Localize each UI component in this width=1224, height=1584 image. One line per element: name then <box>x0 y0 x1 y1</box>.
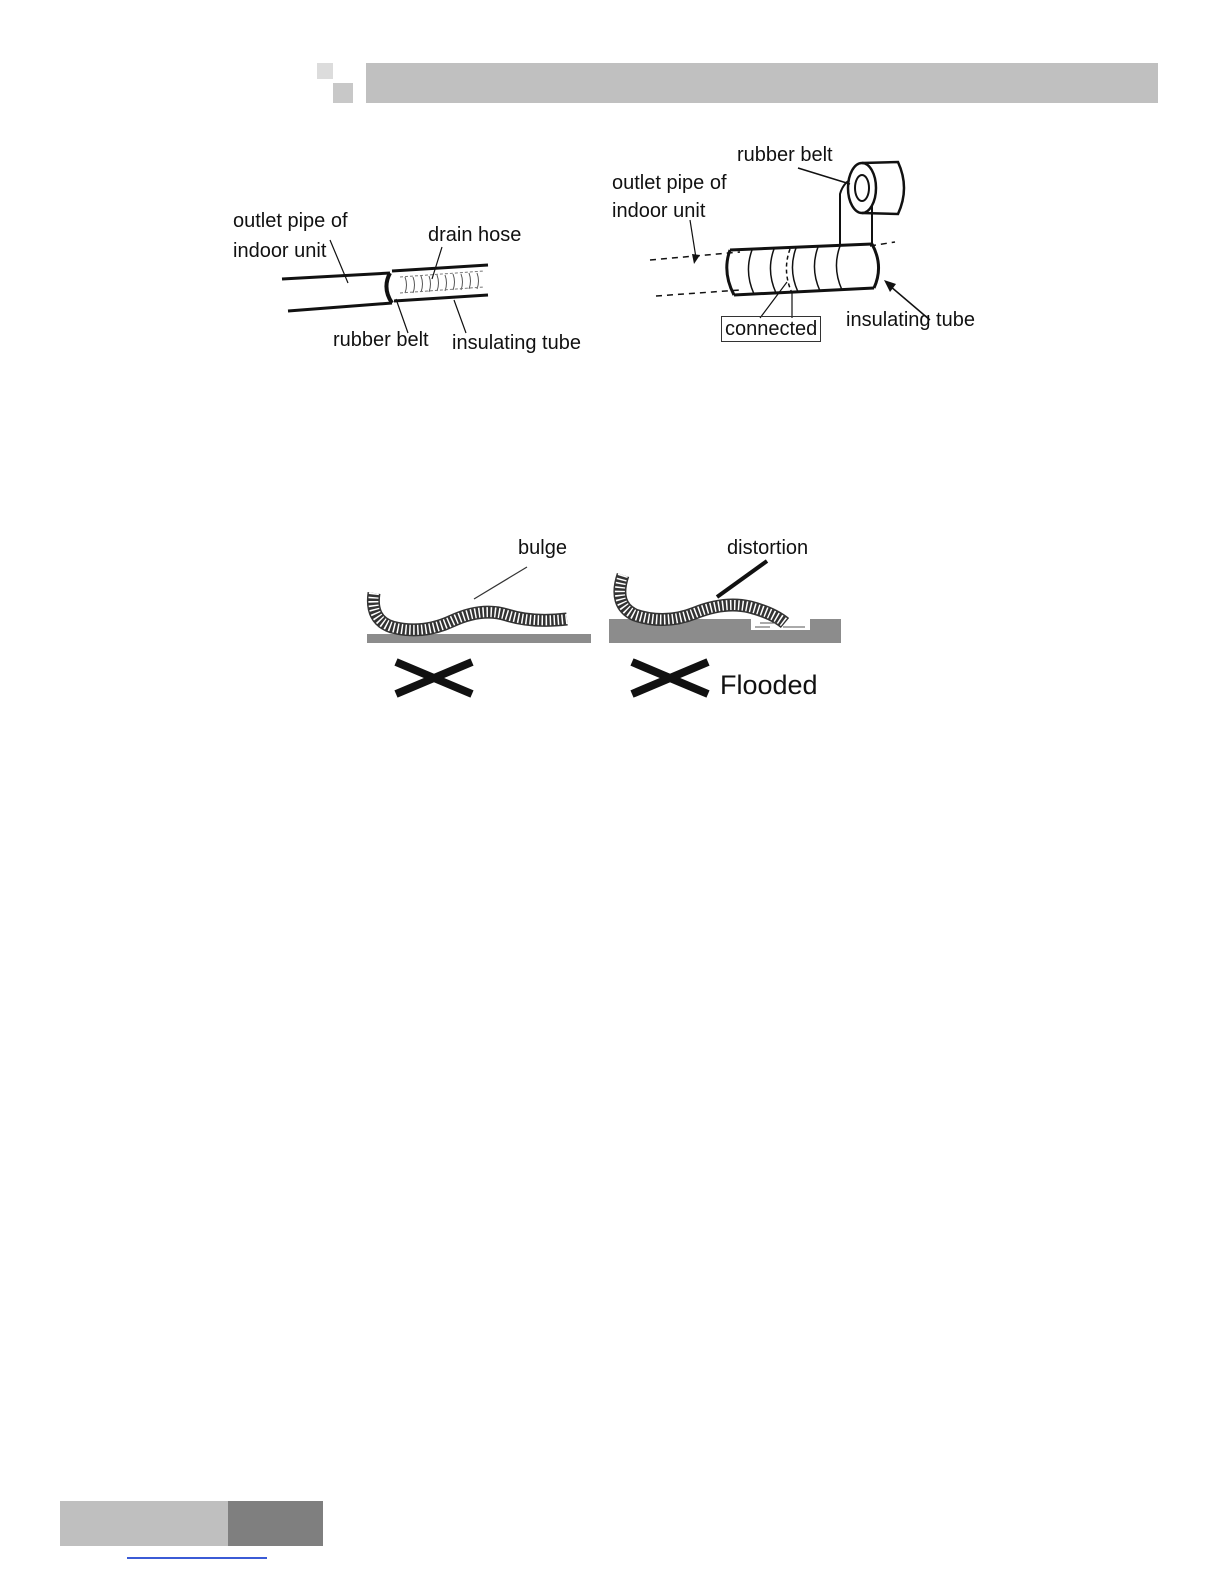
flooded-label: Flooded <box>720 670 818 700</box>
header-square-light <box>317 63 333 79</box>
left-outlet-pipe-label-line1: outlet pipe of <box>233 210 348 232</box>
left-outlet-pipe-label-line2: indoor unit <box>233 240 327 262</box>
left-drain-hose-label: drain hose <box>428 224 522 246</box>
cross-icon <box>628 659 712 697</box>
left-insulating-tube-label: insulating tube <box>452 332 581 354</box>
distortion-label: distortion <box>727 537 809 559</box>
footer-link-underline[interactable] <box>127 1557 267 1559</box>
header-square-mid <box>333 83 353 103</box>
right-rubber-belt-label: rubber belt <box>737 144 833 166</box>
right-connected-label: connected <box>721 316 821 342</box>
distortion-hose-drawing <box>605 565 845 647</box>
right-insulating-tube-label: insulating tube <box>846 309 975 331</box>
footer-bar-dark <box>228 1501 323 1546</box>
right-outlet-pipe-label-line1: outlet pipe of <box>612 172 727 194</box>
drain-hose-connection-drawing <box>270 255 500 325</box>
cross-icon <box>392 659 476 697</box>
header-bar <box>366 63 1158 103</box>
right-outlet-pipe-label-line2: indoor unit <box>612 200 706 222</box>
footer-bar-light <box>60 1501 228 1546</box>
bulge-label: bulge <box>518 537 567 559</box>
bulge-hose-drawing <box>362 575 597 650</box>
left-rubber-belt-label: rubber belt <box>333 329 429 351</box>
